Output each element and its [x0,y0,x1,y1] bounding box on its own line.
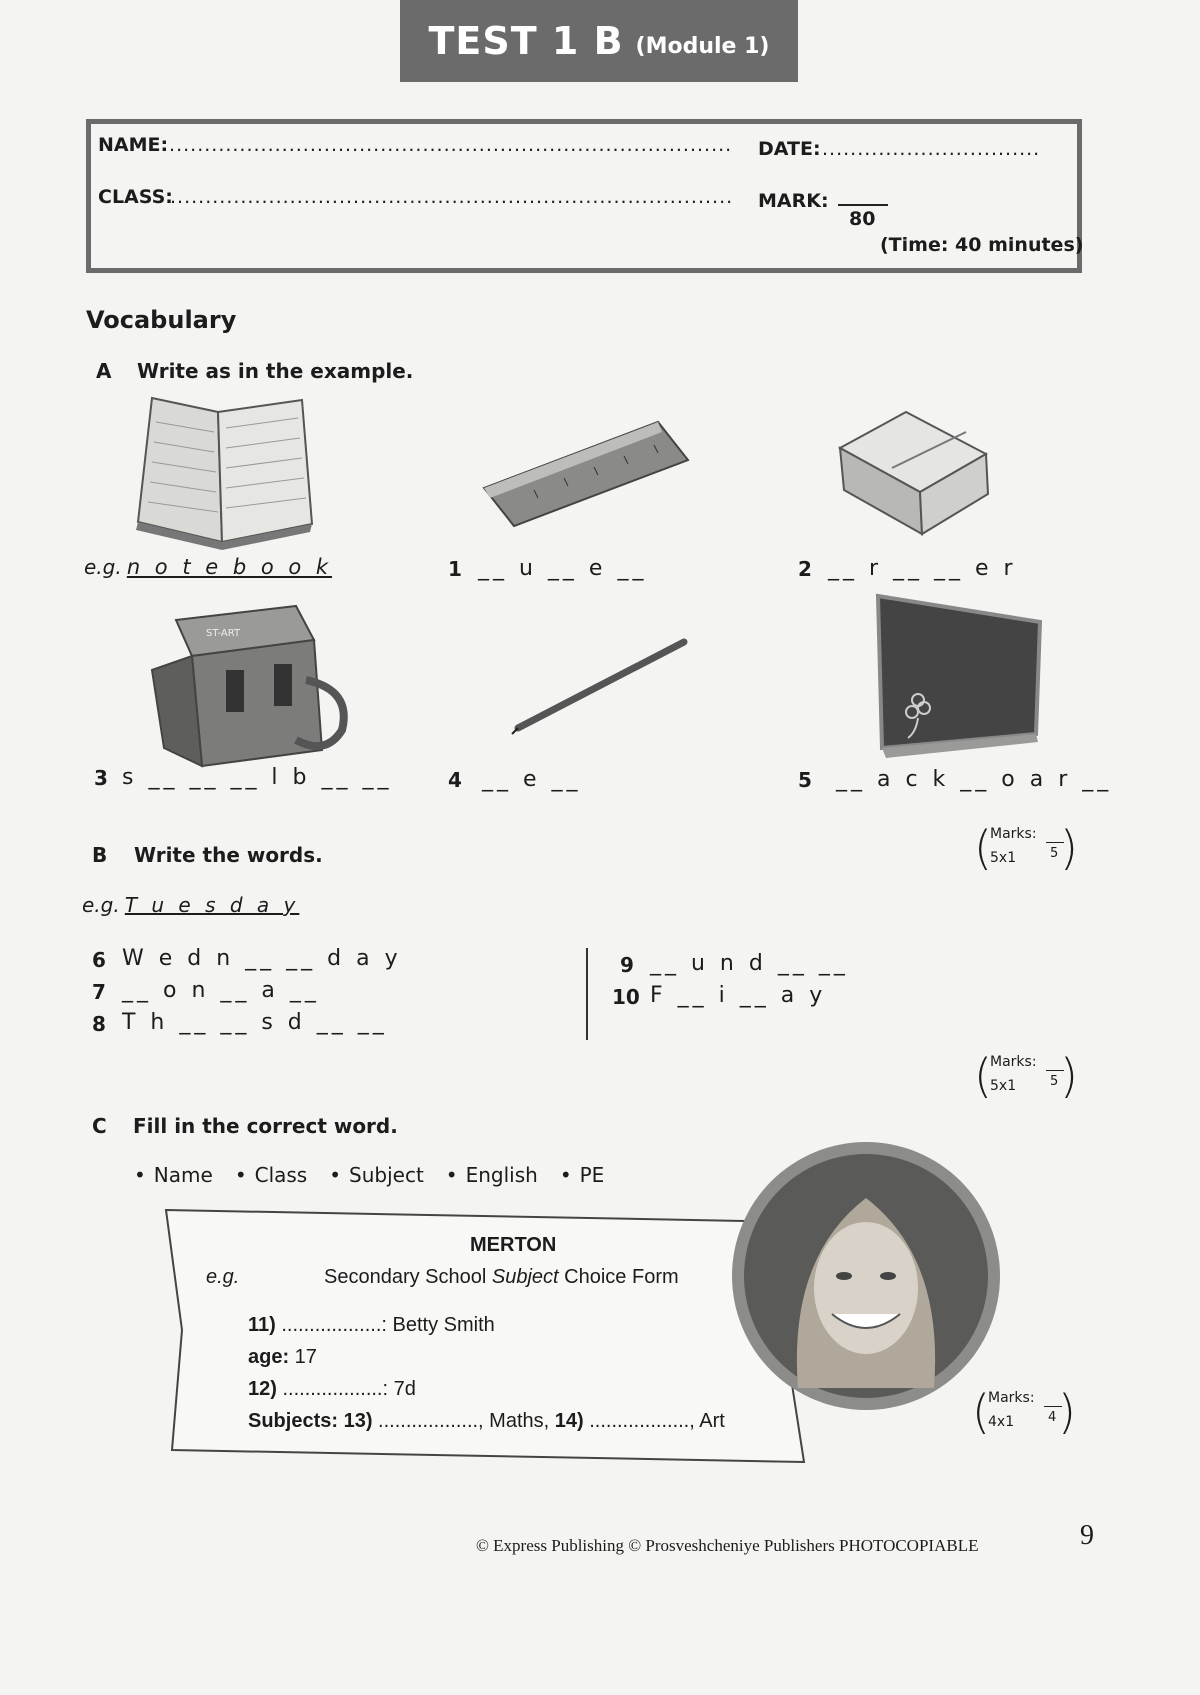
item-12-number: 12) [248,1378,277,1400]
marks-multiplier: 4x1 [988,1414,1015,1430]
subjects-text: .................., Maths, [372,1410,555,1432]
marks-multiplier: 5x1 [990,1078,1017,1094]
date-label: DATE: [758,138,821,160]
word-bank-item: • Class [235,1163,307,1187]
example-label: e.g. [84,555,122,579]
example-word: n o t e b o o k [126,555,333,579]
section-title-vocabulary: Vocabulary [86,306,237,334]
marks-total: 5 [1050,1074,1059,1089]
item-4-number: 4 [448,768,462,792]
exercise-a-marks [974,821,1078,875]
copyright-notice: © Express Publishing © Prosveshcheniye Publishers PHOTOCOPIABLE [476,1536,979,1555]
subjects-label: Subjects: 13) [248,1410,373,1432]
exercise-c-instruction: Fill in the correct word. [133,1114,398,1138]
marks-label: Marks: [990,1054,1037,1070]
marks-label: Marks: [988,1390,1035,1406]
name-field[interactable]: ................................................................................. [162,134,733,156]
word-bank [134,1163,604,1187]
marks-paren-right: ) [1060,1049,1078,1103]
marks-total: 4 [1048,1410,1057,1425]
date-field[interactable]: ............................... [822,138,1041,160]
example-label: e.g. [82,893,120,917]
pen-image [508,636,690,736]
form-school-name: MERTON [470,1234,557,1256]
column-divider [586,948,588,1040]
marks-paren-right: ) [1060,821,1078,875]
exercise-b-example [82,893,299,917]
item-10-word[interactable]: F __ i __ a y [650,983,827,1008]
svg-text:ST-ART: ST-ART [206,628,241,639]
form-line-subjects[interactable] [248,1410,725,1433]
girl-photo [728,1138,1004,1414]
subjects-text: .................., Art [583,1410,725,1432]
module-label: (Module 1) [635,33,770,59]
form-line-11[interactable] [248,1314,495,1337]
exercise-c-letter: C [92,1114,107,1138]
marks-multiplier: 5x1 [990,850,1017,866]
item-12-text: ..................: 7d [276,1378,416,1400]
item-1-number: 1 [448,557,462,581]
blackboard-image [872,592,1044,760]
item-1-word[interactable]: __ u __ e __ [478,556,648,581]
item-9-number: 9 [620,953,634,977]
class-label: CLASS: [98,186,173,208]
form-title-part: Secondary School [324,1266,492,1288]
exercise-b-instruction: Write the words. [134,843,323,867]
exercise-a-instruction: Write as in the example. [137,359,414,383]
marks-paren-right: ) [1058,1385,1076,1439]
ruler-image [478,418,692,528]
exercise-a-example [84,555,332,579]
item-2-number: 2 [798,557,812,581]
item-5-word[interactable]: __ a c k __ o a r __ [836,767,1113,792]
item-6-word[interactable]: W e d n __ __ d a y [122,946,402,971]
exercise-c-marks [972,1385,1076,1439]
item-7-number: 7 [92,980,106,1004]
item-6-number: 6 [92,948,106,972]
exercise-a-letter: A [96,359,112,383]
notebook-image [122,392,322,550]
age-label: age: [248,1346,290,1368]
form-example-label: e.g. [206,1266,240,1288]
item-11-text: ..................: Betty Smith [275,1314,495,1336]
test-title: TEST 1 B [428,19,624,63]
marks-paren-left: ( [972,1385,990,1439]
form-title-example-word: Subject [491,1266,559,1288]
schoolbag-image [146,600,352,770]
item-8-number: 8 [92,1012,106,1036]
marks-paren-left: ( [974,821,992,875]
age-value: 17 [289,1346,317,1368]
mark-field[interactable] [838,204,888,206]
item-5-number: 5 [798,768,812,792]
form-title [324,1266,679,1289]
form-line-age [248,1346,317,1369]
word-bank-item: • English [446,1163,538,1187]
form-title-part: Choice Form [558,1266,679,1288]
mark-label: MARK: [758,190,829,212]
word-bank-item: • Name [134,1163,213,1187]
word-bank-item: • PE [560,1163,605,1187]
item-11-number: 11) [248,1314,276,1336]
item-4-word[interactable]: __ e __ [482,767,582,792]
item-3-number: 3 [94,766,108,790]
test-title-banner [400,0,798,82]
word-bank-item: • Subject [329,1163,424,1187]
marks-paren-left: ( [974,1049,992,1103]
item-9-word[interactable]: __ u n d __ __ [650,951,849,976]
item-3-word[interactable]: s __ __ __ l b __ __ [122,765,393,790]
item-14-number: 14) [554,1410,584,1432]
exercise-b-marks [974,1049,1078,1103]
item-2-word[interactable]: __ r __ __ e r [828,556,1017,581]
example-word: T u e s d a y [124,893,300,917]
item-7-word[interactable]: __ o n __ a __ [122,978,320,1003]
class-field[interactable]: ................................................................................ [170,186,734,208]
exercise-b-letter: B [92,843,108,867]
name-label: NAME: [98,134,169,156]
rubber-image [836,408,992,538]
marks-total: 5 [1050,846,1059,861]
time-limit: (Time: 40 minutes) [880,234,1084,256]
page-number: 9 [1080,1520,1094,1551]
marks-label: Marks: [990,826,1037,842]
item-10-number: 10 [612,985,640,1009]
item-8-word[interactable]: T h __ __ s d __ __ [122,1010,388,1035]
form-line-12[interactable] [248,1378,416,1401]
mark-total: 80 [849,208,876,230]
